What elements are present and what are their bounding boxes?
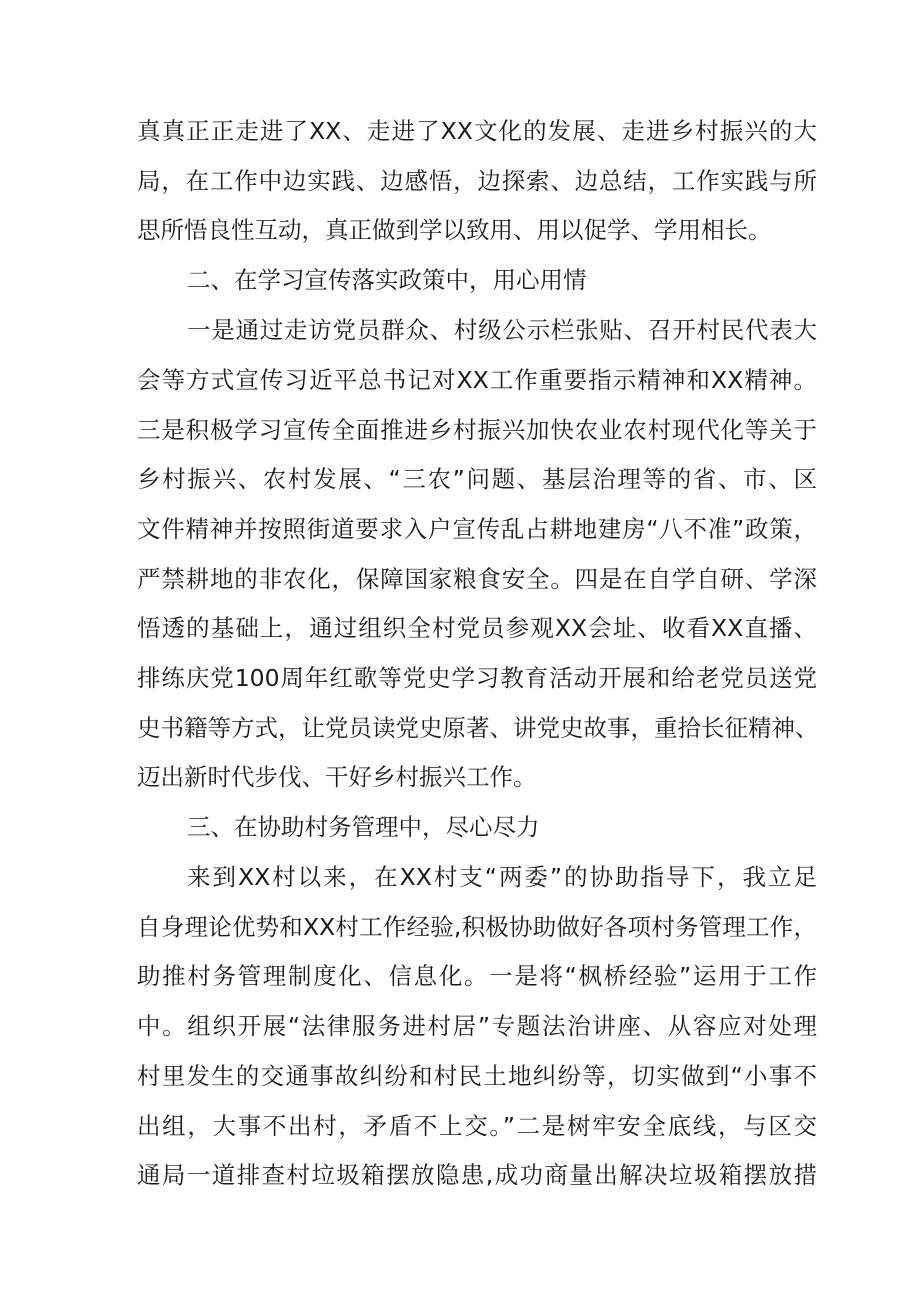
text-line: 一是通过走访党员群众、村级公示栏张贴、召开村民代表大 [187, 316, 817, 344]
text-line: 村里发生的交通事故纠纷和村民土地纠纷等，切实做到“小事不 [137, 1062, 817, 1090]
text-line: 史书籍等方式，让党员读党史原著、讲党史故事，重拾长征精神、 [137, 714, 819, 742]
text-line: 排练庆党100周年红歌等党史学习教育活动开展和给老党员送党 [137, 664, 817, 692]
text-line: 乡村振兴、农村发展、“三农”问题、基层治理等的省、市、区 [137, 465, 817, 493]
section-heading: 三、在协助村务管理中，尽心尽力 [187, 813, 540, 841]
text-line: 中。组织开展“法律服务进村居”专题法治讲座、从容应对处理 [137, 1012, 817, 1040]
text-line: 三是积极学习宣传全面推进乡村振兴加快农业农村现代化等关于 [137, 416, 817, 444]
text-line: 通局一道排查村垃圾箱摆放隐患,成功商量出解决垃圾箱摆放措 [137, 1161, 817, 1189]
text-line: 迈出新时代步伐、干好乡村振兴工作。 [137, 763, 537, 791]
text-line: 助推村务管理制度化、信息化。一是将“枫桥经验”运用于工作 [137, 962, 817, 990]
text-line: 思所悟良性互动，真正做到学以致用、用以促学、学用相长。 [137, 216, 772, 244]
section-heading: 二、在学习宣传落实政策中，用心用情 [187, 266, 587, 294]
text-line: 真真正正走进了XX、走进了XX文化的发展、走进乡村振兴的大 [137, 117, 817, 145]
text-line: 文件精神并按照街道要求入户宣传乱占耕地建房“八不准”政策， [137, 515, 817, 543]
text-line: 来到XX村以来，在XX村支“两委”的协助指导下，我立足 [187, 863, 817, 891]
text-line: 局，在工作中边实践、边感悟，边探索、边总结，工作实践与所 [137, 167, 817, 195]
text-line: 自身理论优势和XX村工作经验,积极协助做好各项村务管理工作， [137, 913, 817, 941]
text-line: 严禁耕地的非农化，保障国家粮食安全。四是在自学自研、学深 [137, 565, 817, 593]
text-line: 出组，大事不出村，矛盾不上交。”二是树牢安全底线，与区交 [137, 1112, 817, 1140]
text-line: 悟透的基础上，通过组织全村党员参观XX会址、收看XX直播、 [137, 614, 817, 642]
text-line: 会等方式宣传习近平总书记对XX工作重要指示精神和XX精神。 [137, 366, 817, 394]
